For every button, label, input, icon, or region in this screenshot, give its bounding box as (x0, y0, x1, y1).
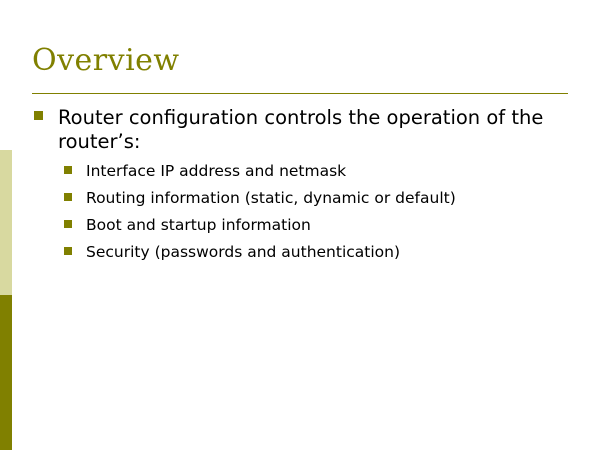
bullet-level2 (62, 215, 572, 235)
square-bullet-icon (64, 247, 72, 255)
square-bullet-icon (34, 111, 43, 120)
bullet-level2 (62, 242, 572, 262)
left-accent-bar-pale (0, 150, 12, 295)
left-accent-bar-top (0, 0, 12, 150)
title-divider (32, 93, 568, 94)
square-bullet-icon (64, 193, 72, 201)
slide-title: Overview (32, 43, 180, 78)
bullet-level2 (62, 188, 572, 208)
bullet-level2-text: Security (passwords and authentication) (86, 243, 401, 262)
square-bullet-icon (64, 166, 72, 174)
bullet-level2-list (32, 161, 572, 263)
bullet-level2 (62, 161, 572, 181)
slide-content (32, 106, 572, 269)
bullet-level2-text: Routing information (static, dynamic or default) (86, 188, 456, 207)
bullet-level2-text: Boot and startup information (86, 216, 311, 235)
square-bullet-icon (64, 220, 72, 228)
bullet-level1-text: Router configuration controls the operation of the router’s: (58, 106, 544, 154)
bullet-level2-text: Interface IP address and netmask (86, 161, 347, 180)
left-accent-bar-olive (0, 295, 12, 450)
bullet-level1 (32, 106, 572, 155)
